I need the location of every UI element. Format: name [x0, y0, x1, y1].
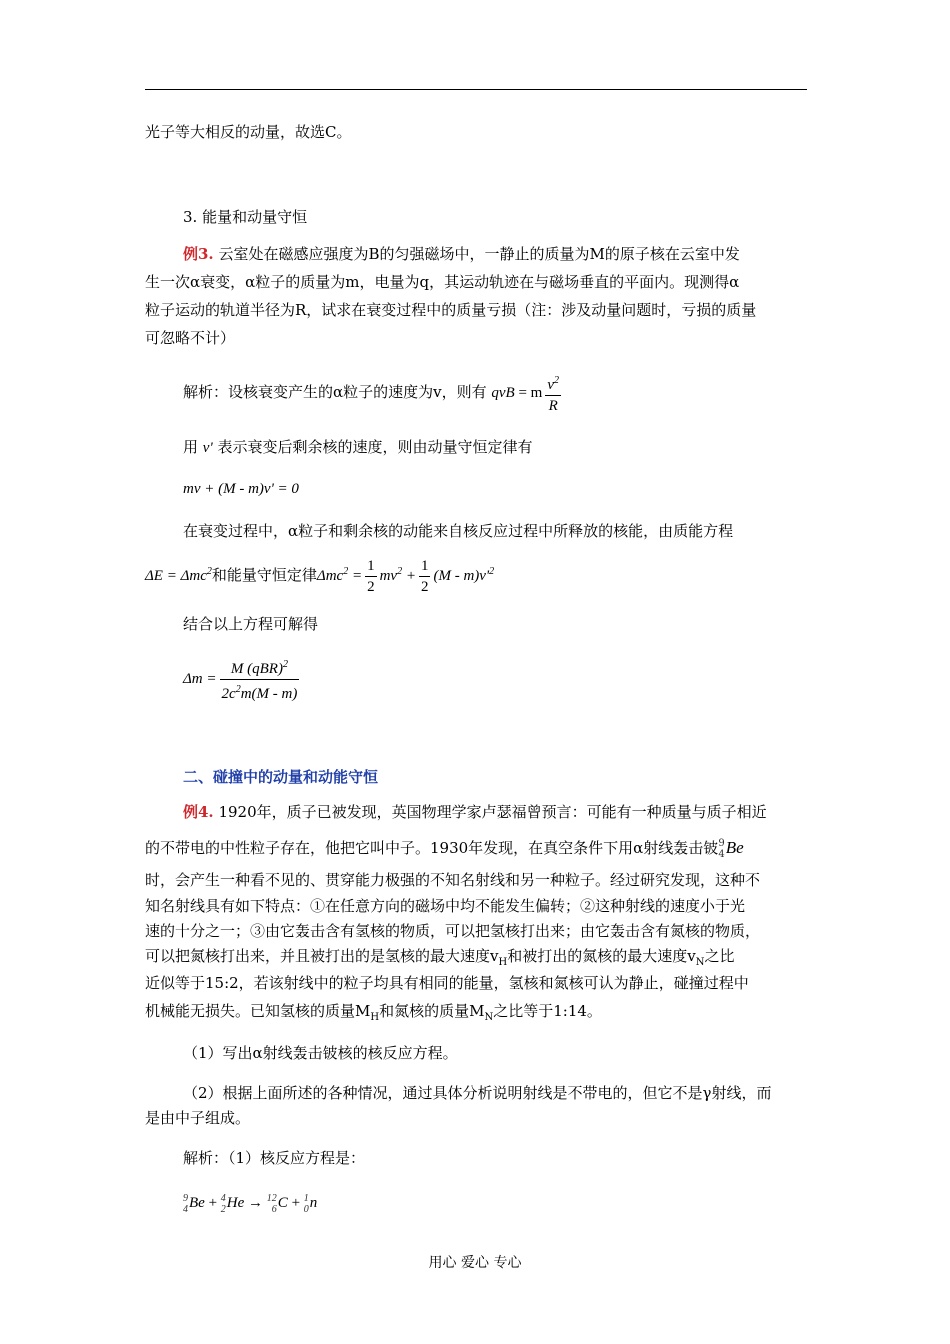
header-rule	[145, 89, 807, 90]
example-3-text-1: 云室处在磁感应强度为B的匀强磁场中，一静止的质量为M的原子核在云室中发	[218, 245, 740, 263]
example-4-line-7: 近似等于15:2，若该射线中的粒子均具有相同的能量，氢核和氮核可认为静止，碰撞过程中	[145, 974, 749, 992]
example-4-line-6: 可以把氮核打出来，并且被打出的是氢核的最大速度$v_H$和被打出的氮核的最大速度$v_N$之比	[145, 947, 735, 968]
solution-3-line-5: 结合以上方程可解得	[183, 615, 319, 633]
equation-mass-defect: Δm = $\frac{M (qBR)^2}{2c^2m(M - m)}$	[183, 655, 807, 704]
example-4-line-3: 时，会产生一种看不见的、贯穿能力极强的不知名射线和另一种粒子。经过研究发现，这种不	[145, 871, 761, 889]
section-3-heading: 3. 能量和动量守恒	[183, 208, 308, 226]
solution-3-line-1	[183, 370, 807, 416]
continuation-paragraph: 光子等大相反的动量，故选C。	[145, 123, 352, 141]
example-4-line-4: 知名射线具有如下特点：①在任意方向的磁场中均不能发生偏转；②这种射线的速度小于光	[145, 897, 746, 915]
example-3-line-3: 粒子运动的轨道半径为R，试求在衰变过程中的质量亏损（注：涉及动量问题时，亏损的质量	[145, 301, 757, 319]
equation-mass-energy: ΔE = Δmc$^2$	[145, 566, 212, 584]
example-4-label: 例4.	[183, 803, 214, 821]
example-3-line-1	[183, 243, 807, 265]
example-3-line-2: 生一次α衰变，α粒子的质量为m，电量为q，其运动轨迹在与磁场垂直的平面内。现测得α	[145, 273, 740, 291]
example-3-line-4: 可忽略不计）	[145, 329, 236, 347]
example-4-line-2: 的不带电的中性粒子存在，他把它叫中子。1930年发现，在真空条件下用α射线轰击铍 9 4 Be	[145, 838, 744, 860]
solution-3-line-3: 在衰变过程中，α粒子和剩余核的动能来自核反应过程中所释放的核能，由质能方程	[183, 522, 734, 540]
symbol-v-prime: v'	[202, 440, 213, 456]
solution-3-line-4	[145, 550, 807, 598]
solution-4-intro: 解析：（1）核反应方程是：	[183, 1149, 366, 1167]
beryllium-isotope-label: 9 4	[718, 838, 725, 860]
nuclear-reaction-equation: 9 4 Be + 4 2 He → 12 6 C + 1 0 n	[183, 1192, 318, 1215]
question-1: （1）写出α射线轰击铍核的核反应方程。	[183, 1044, 458, 1062]
example-4-line-1	[183, 801, 807, 823]
example-4-text-1: 1920年，质子已被发现，英国物理学家卢瑟福曾预言：可能有一种质量与质子相近	[218, 803, 767, 821]
beryllium-symbol: Be	[725, 838, 744, 857]
question-2-line-2: 是由中子组成。	[145, 1109, 251, 1127]
page-footer: 用心 爱心 专心	[428, 1255, 522, 1271]
section-2-heading: 二、碰撞中的动量和动能守恒	[183, 768, 379, 786]
equation-force: qvB = m $\frac{v^2}{R}$	[491, 385, 564, 401]
solution-3-line-2: 用 v' 表示衰变后剩余核的速度，则由动量守恒定律有	[183, 438, 533, 456]
example-4-line-5: 速的十分之一；③由它轰击含有氢核的物质，可以把氢核打出来；由它轰击含有氮核的物质，	[145, 922, 761, 940]
solution-3-text-4: 和能量守恒定律	[211, 566, 317, 584]
equation-momentum: mv + (M - m)v' = 0	[183, 481, 299, 497]
equation-energy-conservation: Δmc$^2$ = $\frac{1}{2}$ $mv^2$ + $\frac{1}{2}$ $(M - m)v'^2$	[316, 558, 495, 596]
solution-3-text-1: 解析：设核衰变产生的α粒子的速度为v，则有	[183, 383, 487, 401]
example-4-line-8: 机械能无损失。已知氢核的质量$M_H$和氮核的质量$M_N$之比等于1:14。	[145, 1002, 602, 1023]
example-3-label: 例3.	[183, 245, 214, 263]
question-2-line-1: （2）根据上面所述的各种情况，通过具体分析说明射线是不带电的，但它不是γ射线，而	[183, 1084, 772, 1102]
